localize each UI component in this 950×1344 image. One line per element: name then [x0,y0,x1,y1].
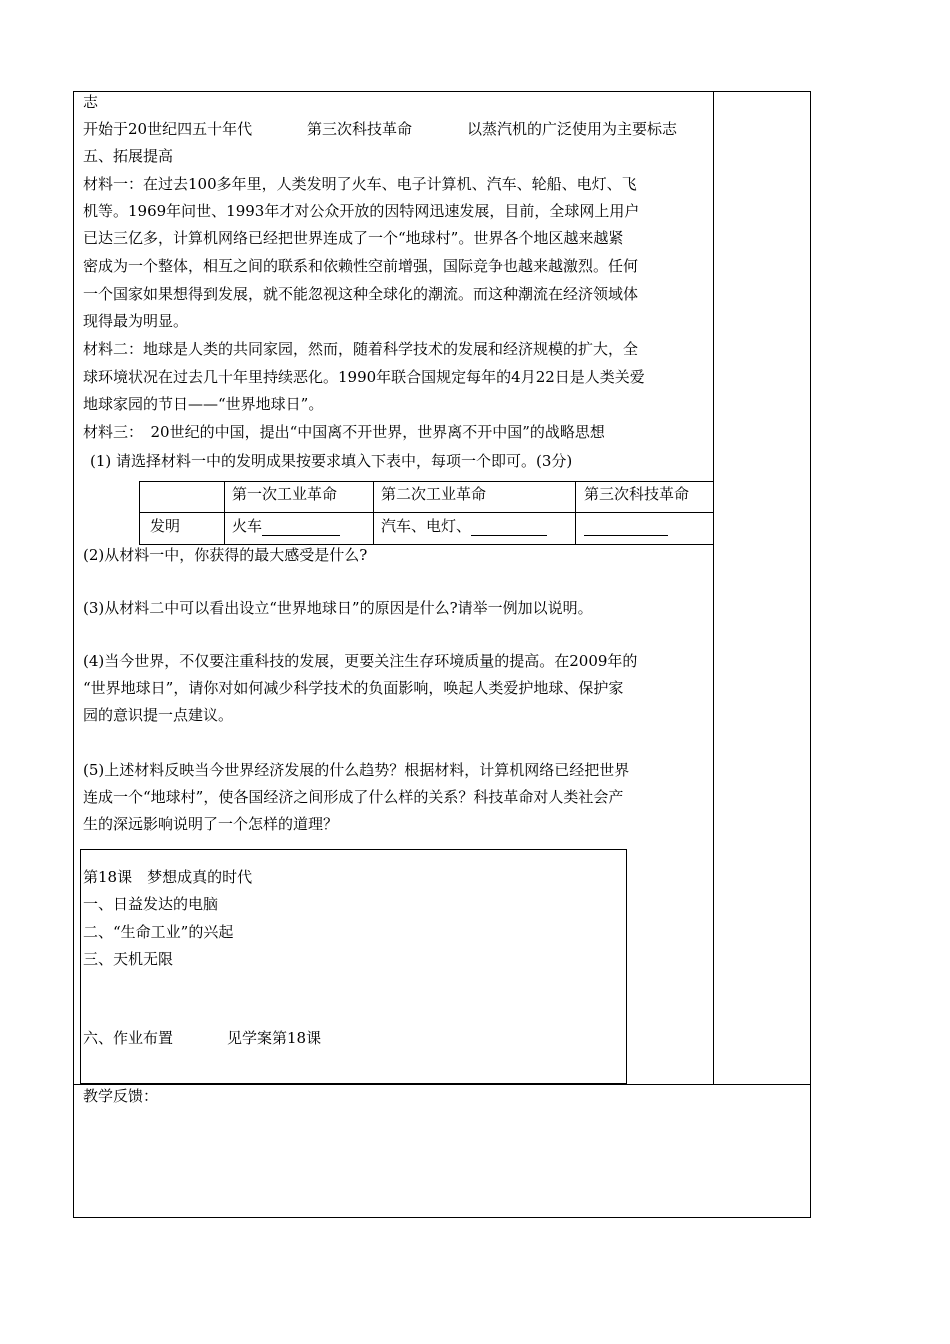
revolution-name: 第三次科技革命 [307,120,413,138]
table-header-third-revolution: 第三次科技革命 [584,485,690,503]
material-two-line: 球环境状况在过去几十年里持续恶化。1990年联合国规定每年的4月22日是人类关爱 [83,368,645,386]
question-four-line: “世界地球日”，请你对如何减少科学技术的负面影响，唤起人类爱护地球、保护家 [83,679,624,697]
answer-blank[interactable] [584,521,668,536]
question-one: (1) 请选择材料一中的发明成果按要求填入下表中，每项一个即可。(3分) [90,452,573,470]
material-one-line: 机等。1969年问世、1993年才对公众开放的因特网迅速发展，目前，全球网上用户 [83,202,640,220]
section-heading-extension: 五、拓展提高 [83,147,174,165]
line-fragment: 志 [83,93,99,111]
outer-border-right [810,91,811,1218]
table-col-divider [373,481,374,545]
lesson-title: 第18课 梦想成真的时代 [83,868,253,886]
table-cell-first-text: 火车 [232,517,263,535]
table-border-left [139,481,140,545]
question-four-line: 园的意识提一点建议。 [83,706,234,724]
outer-border-left [73,91,74,1218]
material-one-line: 已达三亿多，计算机网络已经把世界连成了一个“地球村”。世界各个地区越来越紧 [83,229,624,247]
table-row-divider [139,512,714,513]
feedback-row-divider [73,1084,811,1085]
material-three: 材料三： 20世纪的中国，提出“中国离不开世界，世界离不开中国”的战略思想 [83,423,605,441]
lesson-item: 一、日益发达的电脑 [83,895,219,913]
table-header-second-revolution: 第二次工业革命 [381,485,487,503]
material-one-line: 现得最为明显。 [83,312,189,330]
outer-border-top [73,91,811,92]
revolution-mark: 以蒸汽机的广泛使用为主要标志 [467,120,678,138]
homework-value: 见学案第18课 [227,1029,322,1047]
answer-blank[interactable] [471,521,547,536]
table-cell-third [584,516,668,536]
answer-blank[interactable] [262,521,340,536]
lesson-item: 二、“生命工业”的兴起 [83,923,234,941]
table-cell-first [232,516,340,536]
question-five-line: 连成一个“地球村”，使各国经济之间形成了什么样的关系？科技革命对人类社会产 [83,788,624,806]
column-divider [713,91,714,1085]
lesson-item: 三、天机无限 [83,950,174,968]
table-header-first-revolution: 第一次工业革命 [232,485,338,503]
table-row-label: 发明 [150,517,181,535]
material-one-line: 材料一：在过去100多年里，人类发明了火车、电子计算机、汽车、轮船、电灯、飞 [83,175,637,193]
question-five-line: (5)上述材料反映当今世界经济发展的什么趋势？根据材料，计算机网络已经把世界 [83,761,630,779]
table-col-divider [224,481,225,545]
table-cell-second [381,516,547,536]
table-cell-second-text: 汽车、电灯、 [381,517,472,535]
homework-label: 六、作业布置 [83,1029,174,1047]
question-three: (3)从材料二中可以看出设立“世界地球日”的原因是什么?请举一例加以说明。 [83,599,593,617]
revolution-start-time: 开始于20世纪四五十年代 [83,120,253,138]
outer-border-bottom [73,1217,811,1218]
material-one-line: 一个国家如果想得到发展，就不能忽视这种全球化的潮流。而这种潮流在经济领域体 [83,285,639,303]
material-two-line: 地球家园的节日——“世界地球日”。 [83,395,324,413]
table-border-top [139,481,714,482]
question-five-line: 生的深远影响说明了一个怎样的道理？ [83,815,339,833]
material-one-line: 密成为一个整体，相互之间的联系和依赖性空前增强，国际竞争也越来越激烈。任何 [83,257,639,275]
question-four-line: (4)当今世界，不仅要注重科技的发展，更要关注生存环境质量的提高。在2009年的 [83,652,638,670]
feedback-label: 教学反馈： [83,1087,159,1105]
table-col-divider [575,481,576,545]
material-two-line: 材料二：地球是人类的共同家园，然而，随着科学技术的发展和经济规模的扩大，全 [83,340,639,358]
question-two: (2)从材料一中，你获得的最大感受是什么? [83,546,368,564]
